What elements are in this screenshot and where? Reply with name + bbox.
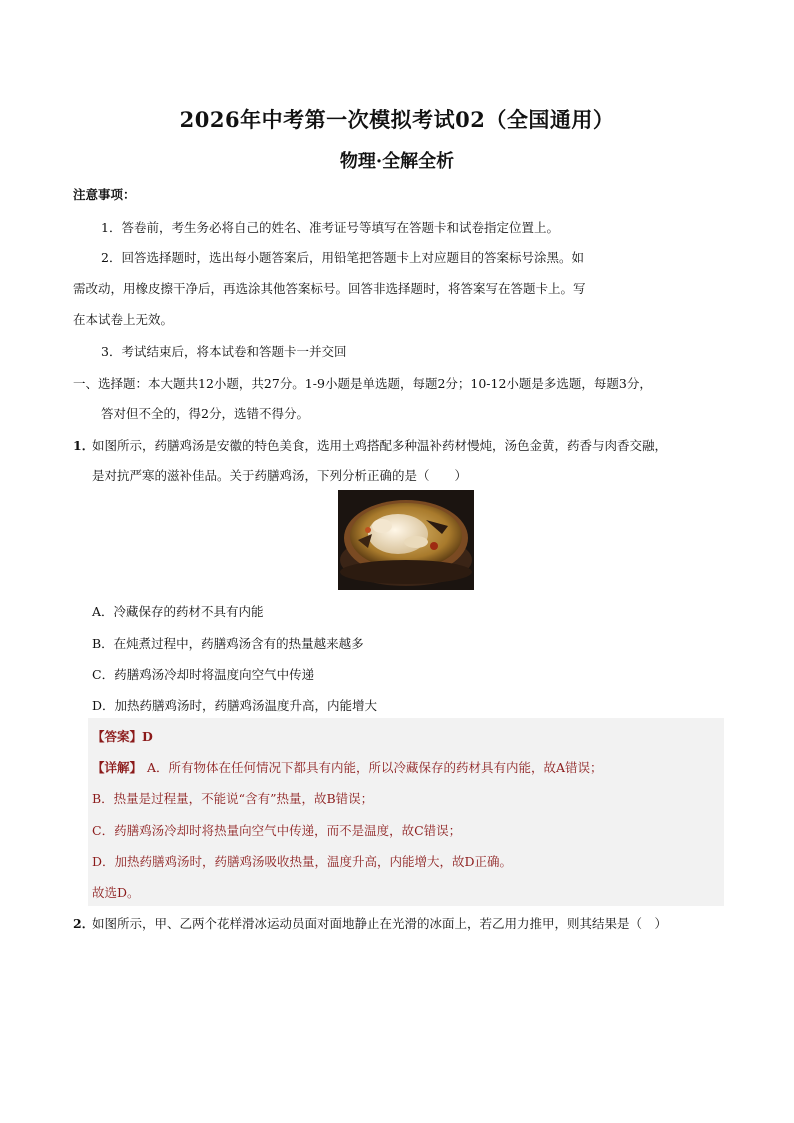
conclusion-line: 故选D。 <box>92 885 140 900</box>
explain-c: C．药膳鸡汤冷却时将热量向空气中传递，而不是温度，故C错误； <box>92 823 462 838</box>
answer-explanation-block <box>88 718 724 906</box>
notice-heading: 注意事项： <box>73 187 136 202</box>
notice-item-2-line-3: 在本试卷上无效。 <box>73 312 174 327</box>
question-2-number: 2． <box>73 916 95 931</box>
soup-image <box>338 490 474 590</box>
section-heading: 一、选择题：本大题共12小题，共27分。1-9小题是单选题，每题2分；10-12小题是多选题，每题3分， <box>73 376 652 391</box>
page-subtitle: 物理·全解全析 <box>339 151 455 172</box>
question-1-number: 1． <box>73 438 95 453</box>
explain-b: B．热量是过程量，不能说“含有”热量，故B错误； <box>92 791 374 806</box>
question-1-stem-line-1: 如图所示，药膳鸡汤是安徽的特色美食，选用土鸡搭配多种温补药材慢炖，汤色金黄，药香与肉香交融， <box>92 438 668 453</box>
notice-item-2-line-1: 2．回答选择题时，选出每小题答案后，用铅笔把答题卡上对应题目的答案标号涂黑。如 <box>101 250 584 265</box>
page-title: 2026年中考第一次模拟考试02（全国通用） <box>179 107 615 132</box>
explain-a: A．所有物体在任何情况下都具有内能，所以冷藏保存的药材具有内能，故A错误； <box>147 760 603 775</box>
option-c: C．药膳鸡汤冷却时将温度向空气中传递 <box>92 667 315 682</box>
section-heading-line-2: 答对但不全的，得2分，选错不得分。 <box>101 406 309 421</box>
notice-item-2-line-2: 需改动，用橡皮擦干净后，再选涂其他答案标号。回答非选择题时，将答案写在答题卡上。写 <box>73 281 586 296</box>
explain-d: D．加热药膳鸡汤时，药膳鸡汤吸收热量，温度升高，内能增大，故D正确。 <box>92 854 513 869</box>
explain-tag: 【详解】 <box>92 760 143 775</box>
option-a: A．冷藏保存的药材不具有内能 <box>92 604 264 619</box>
question-1-stem-line-2: 是对抗严寒的滋补佳品。关于药膳鸡汤，下列分析正确的是（ ） <box>92 468 468 483</box>
soup-photo <box>338 490 474 590</box>
answer-line: 【答案】D <box>92 729 153 744</box>
question-2-stem-line-1: 如图所示，甲、乙两个花样滑冰运动员面对面地静止在光滑的冰面上，若乙用力推甲，则其结果是（ ） <box>92 916 668 931</box>
option-d: D．加热药膳鸡汤时，药膳鸡汤温度升高，内能增大 <box>92 698 378 713</box>
option-b: B．在炖煮过程中，药膳鸡汤含有的热量越来越多 <box>92 636 364 651</box>
notice-item-3: 3．考试结束后，将本试卷和答题卡一并交回 <box>101 344 347 359</box>
notice-item-1: 1．答卷前，考生务必将自己的姓名、准考证号等填写在答题卡和试卷指定位置上。 <box>101 220 559 235</box>
